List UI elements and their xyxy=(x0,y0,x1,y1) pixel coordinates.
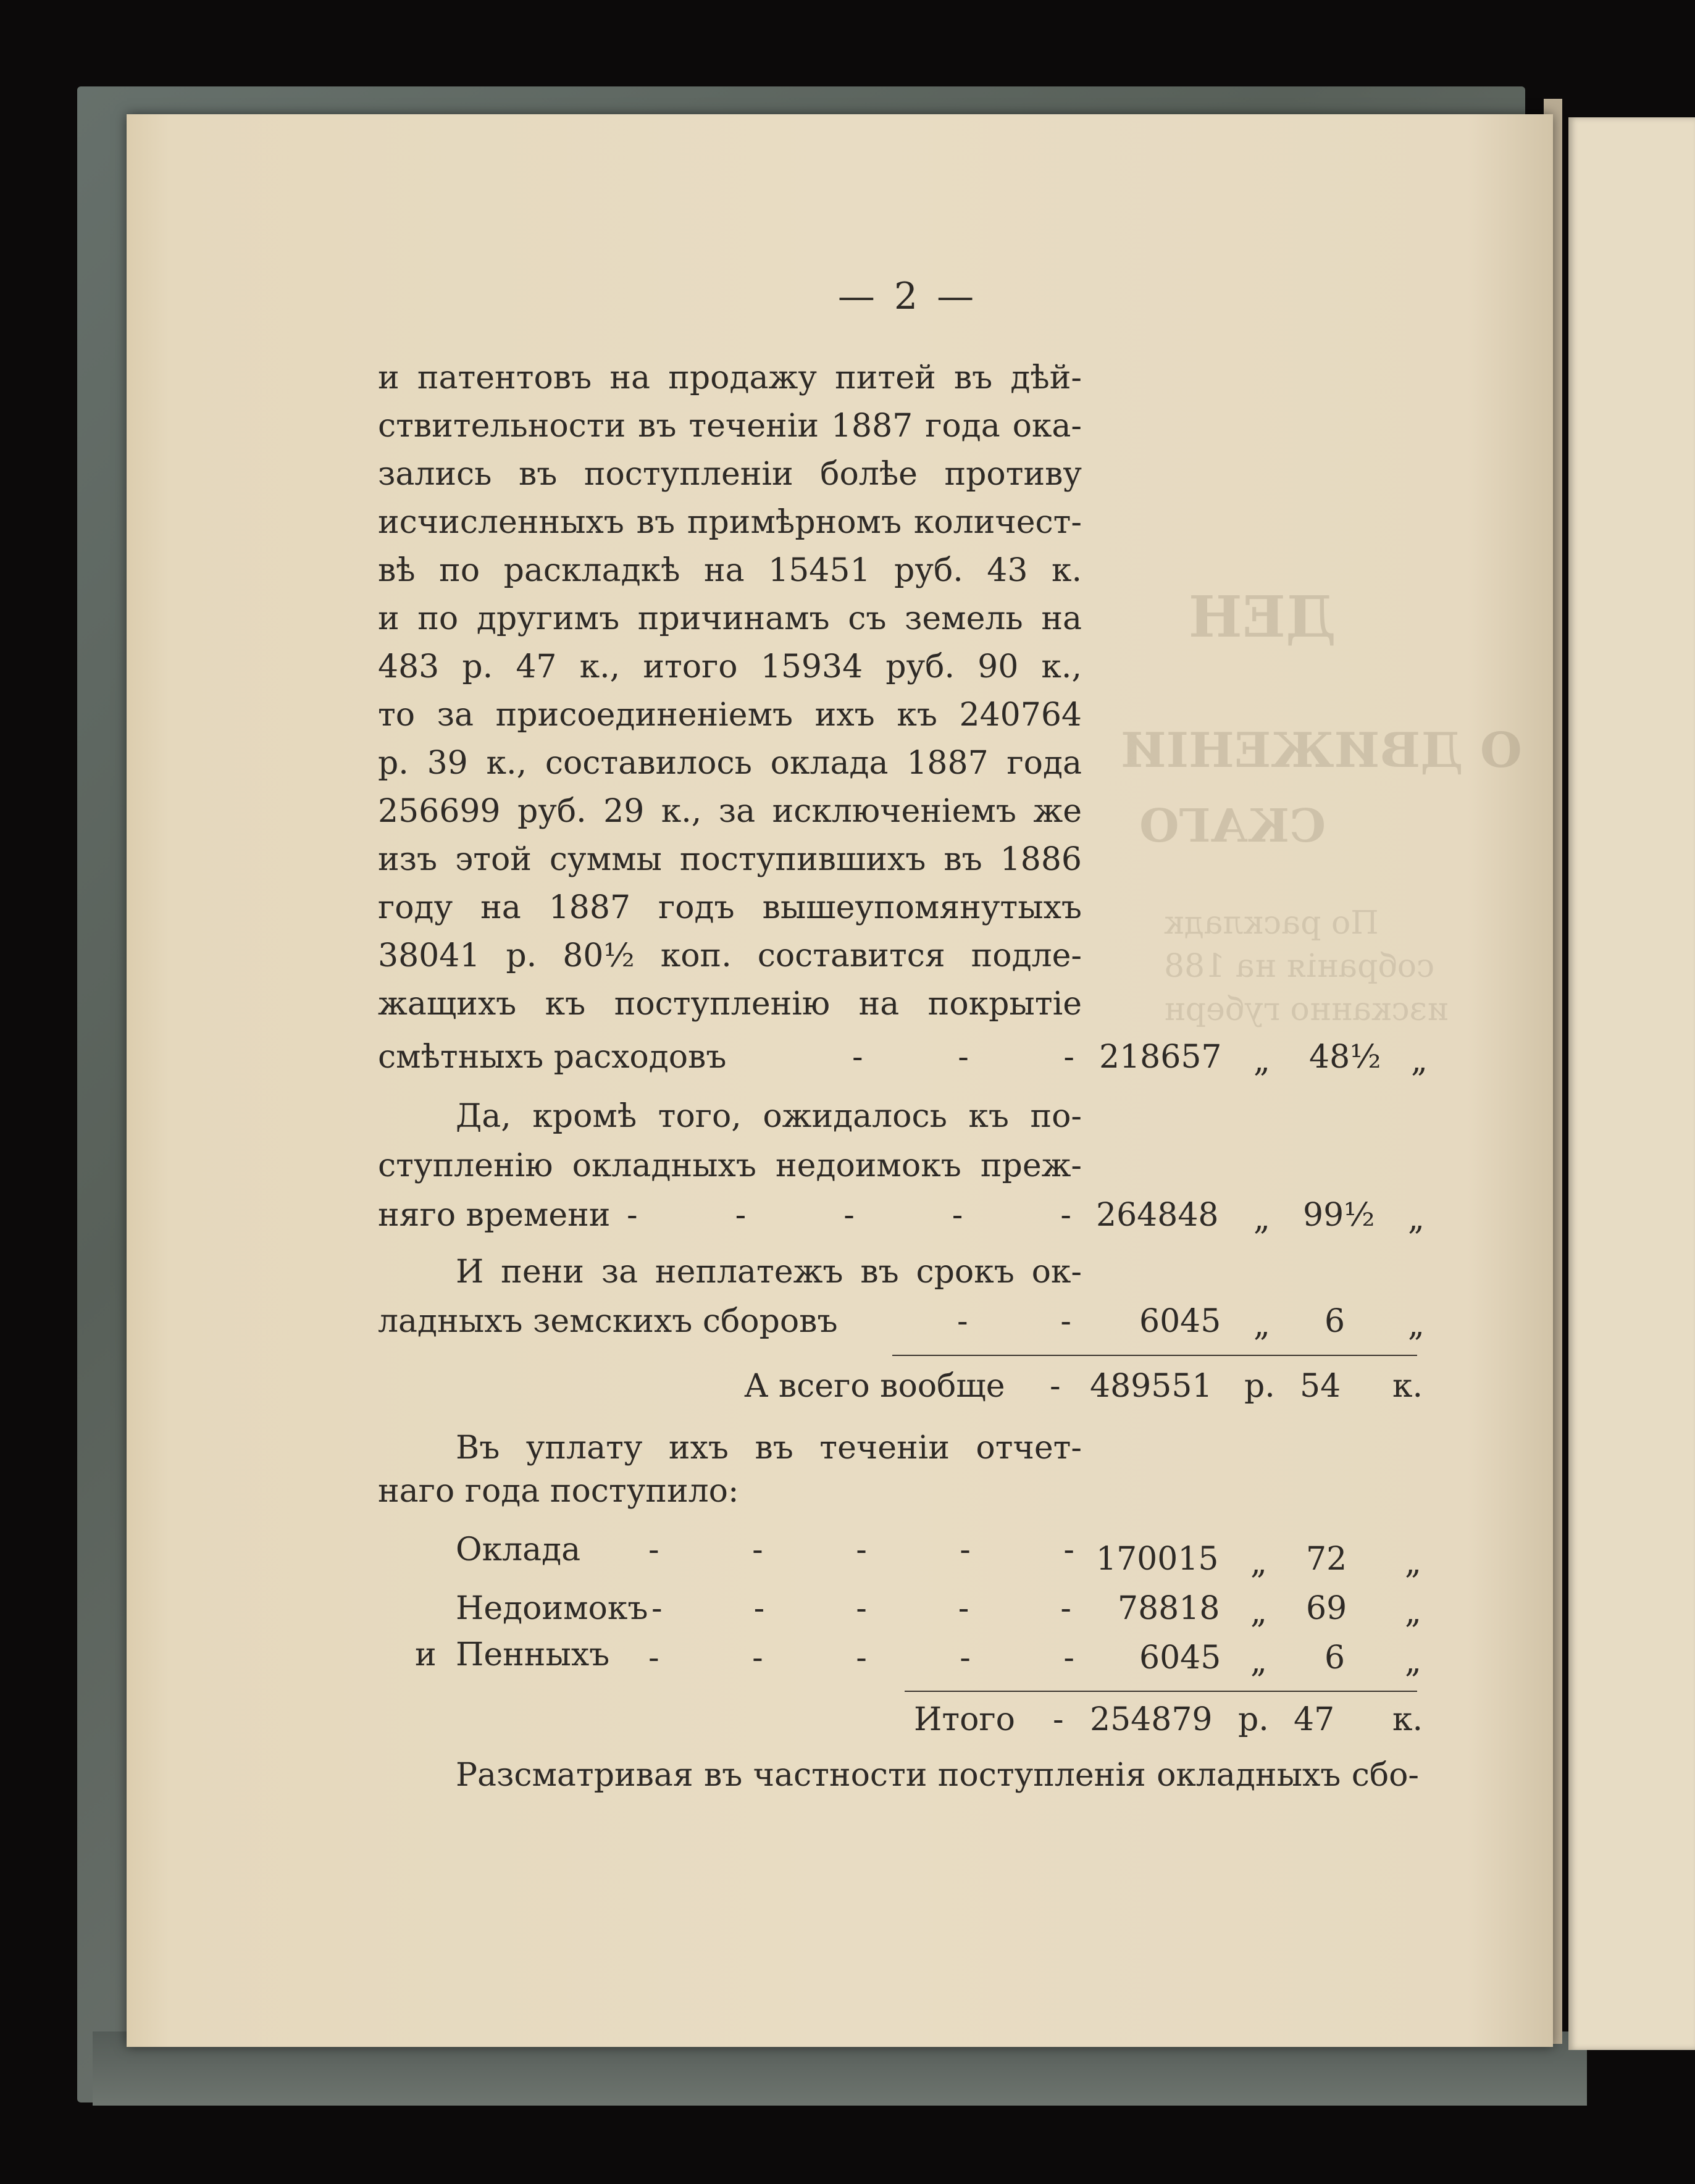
item-end-quote: „ xyxy=(1405,1544,1421,1581)
paragraph-4-line: Въ уплату ихъ въ теченіи отчет- xyxy=(456,1429,1082,1466)
item-rubles: 78818 xyxy=(1118,1590,1220,1627)
bleed-through-decoration: О ДВИЖЕНІИ xyxy=(1121,722,1522,779)
item-kopecks: 72 xyxy=(1306,1541,1347,1578)
leader-dash: - xyxy=(627,1197,638,1234)
paragraph-4-last-line: наго года поступило: xyxy=(378,1473,739,1510)
total-2-dash: - xyxy=(1053,1701,1064,1738)
item-quote: „ xyxy=(1250,1594,1267,1631)
total-1-rubles: 489551 xyxy=(1090,1368,1213,1405)
paragraph-1-line: р. 39 к., составилось оклада 1887 года xyxy=(378,745,1082,782)
leader-dash: - xyxy=(852,1039,863,1076)
dash-leader xyxy=(651,1584,1071,1633)
paragraph-1-line: зались въ поступленіи болѣе противу xyxy=(378,456,1082,493)
total-1-dash: - xyxy=(1050,1368,1061,1405)
dash-leader xyxy=(957,1297,1071,1346)
leader-dash: - xyxy=(1060,1303,1071,1340)
amount-2-quote: „ xyxy=(1253,1200,1270,1237)
total-1-label: А всего вообще xyxy=(744,1368,1005,1405)
total-2-kopecks: 47 xyxy=(1294,1701,1335,1738)
leader-dash: - xyxy=(856,1590,867,1627)
adjacent-page xyxy=(1568,117,1695,2050)
leader-dash: - xyxy=(752,1639,763,1676)
item-kopecks: 69 xyxy=(1306,1590,1347,1627)
paragraph-1-line: 256699 руб. 29 к., за исключеніемъ же xyxy=(378,793,1082,830)
leader-dash: - xyxy=(856,1531,867,1568)
sum-rule xyxy=(892,1355,1417,1356)
paragraph-1-line: году на 1887 годъ вышеупомянутыхъ xyxy=(378,889,1082,926)
paragraph-1-line: исчисленныхъ въ примѣрномъ количест- xyxy=(378,504,1082,541)
item-quote: „ xyxy=(1250,1544,1267,1581)
total-2-r: р. xyxy=(1238,1701,1269,1738)
sum-rule xyxy=(905,1691,1417,1692)
paragraph-1-line: жащихъ къ поступленію на покрытіе xyxy=(378,985,1082,1023)
dash-leader xyxy=(648,1525,1074,1575)
item-label: Оклада xyxy=(456,1531,581,1568)
paragraph-2-line: Да, кромѣ того, ожидалось къ по- xyxy=(456,1098,1082,1135)
leader-dash: - xyxy=(648,1639,659,1676)
paragraph-2-line: ступленію окладныхъ недоимокъ преж- xyxy=(378,1147,1082,1184)
leader-dash: - xyxy=(1060,1590,1071,1627)
total-1-kopecks: 54 xyxy=(1300,1368,1341,1405)
amount-3-end-quote: „ xyxy=(1408,1307,1425,1344)
paragraph-3-last-line: ладныхъ земскихъ сборовъ xyxy=(378,1303,838,1340)
leader-dash: - xyxy=(752,1531,763,1568)
leader-dash: - xyxy=(1063,1531,1074,1568)
amount-1-rubles: 218657 xyxy=(1099,1039,1222,1076)
leader-dash: - xyxy=(958,1039,969,1076)
total-2-label: Итого xyxy=(914,1701,1015,1738)
dash-leader xyxy=(852,1032,1074,1082)
item-end-quote: „ xyxy=(1405,1594,1421,1631)
dash-leader xyxy=(648,1633,1074,1683)
leader-dash: - xyxy=(1063,1039,1074,1076)
item-end-quote: „ xyxy=(1405,1643,1421,1680)
dash-leader xyxy=(627,1190,1071,1240)
item-quote: „ xyxy=(1250,1643,1267,1680)
leader-dash: - xyxy=(957,1303,968,1340)
leader-dash: - xyxy=(960,1531,971,1568)
bleed-through-decoration: СКАГО xyxy=(1139,800,1326,853)
leader-dash: - xyxy=(843,1197,855,1234)
leader-dash: - xyxy=(958,1590,969,1627)
amount-3-rubles: 6045 xyxy=(1139,1303,1221,1340)
item-rubles: 170015 xyxy=(1096,1541,1219,1578)
paragraph-1-last-line: смѣтныхъ расходовъ xyxy=(378,1039,727,1076)
item-rubles: 6045 xyxy=(1139,1639,1221,1676)
paragraph-1-line: изъ этой суммы поступившихъ въ 1886 xyxy=(378,841,1082,878)
amount-1-end-quote: „ xyxy=(1411,1042,1428,1079)
item-kopecks: 6 xyxy=(1325,1639,1346,1676)
page-number: — 2 — xyxy=(837,275,978,318)
amount-3-quote: „ xyxy=(1253,1307,1270,1344)
leader-dash: - xyxy=(952,1197,963,1234)
leader-dash: - xyxy=(753,1590,765,1627)
total-2-k: к. xyxy=(1392,1701,1423,1738)
leader-dash: - xyxy=(1060,1197,1071,1234)
paragraph-1-line: 483 р. 47 к., итого 15934 руб. 90 к., xyxy=(378,648,1082,685)
paragraph-1-line: ствительности въ теченіи 1887 года ока- xyxy=(378,408,1082,445)
bleed-through-decoration: собранія на 188 xyxy=(1164,948,1435,985)
leader-dash: - xyxy=(1063,1639,1074,1676)
item-prefix: и xyxy=(415,1636,437,1673)
closing-line: Разсматривая въ частности поступленія окладныхъ сбо- xyxy=(456,1757,1419,1794)
leader-dash: - xyxy=(960,1639,971,1676)
bleed-through-decoration: По раскладк xyxy=(1164,905,1379,942)
paragraph-1-line: и по другимъ причинамъ съ земель на xyxy=(378,600,1082,637)
amount-2-kopecks: 99½ xyxy=(1303,1197,1375,1234)
total-2-rubles: 254879 xyxy=(1090,1701,1213,1738)
leader-dash: - xyxy=(651,1590,663,1627)
leader-dash: - xyxy=(735,1197,747,1234)
item-label: Недоимокъ xyxy=(456,1590,648,1627)
amount-2-end-quote: „ xyxy=(1408,1200,1425,1237)
paragraph-3-line: И пени за неплатежъ въ срокъ ок- xyxy=(456,1253,1082,1291)
leader-dash: - xyxy=(648,1531,659,1568)
amount-2-rubles: 264848 xyxy=(1096,1197,1219,1234)
bleed-through-decoration: ДЕН xyxy=(1189,584,1336,650)
amount-1-quote: „ xyxy=(1253,1042,1270,1079)
paragraph-2-last-line: няго времени xyxy=(378,1197,611,1234)
bleed-through-decoration: изсканно губерн xyxy=(1164,991,1449,1028)
amount-3-kopecks: 6 xyxy=(1325,1303,1346,1340)
paragraph-1-line: то за присоединеніемъ ихъ къ 240764 xyxy=(378,697,1082,734)
leader-dash: - xyxy=(856,1639,867,1676)
item-label: Пенныхъ xyxy=(456,1636,610,1673)
total-1-r: р. xyxy=(1244,1368,1275,1405)
amount-1-kopecks: 48½ xyxy=(1309,1039,1381,1076)
paragraph-1-line: вѣ по раскладкѣ на 15451 руб. 43 к. xyxy=(378,552,1082,589)
paragraph-1-line: и патентовъ на продажу питей въ дѣй- xyxy=(378,359,1082,396)
total-1-k: к. xyxy=(1392,1368,1423,1405)
paragraph-1-line: 38041 р. 80½ коп. составится подле- xyxy=(378,937,1082,974)
